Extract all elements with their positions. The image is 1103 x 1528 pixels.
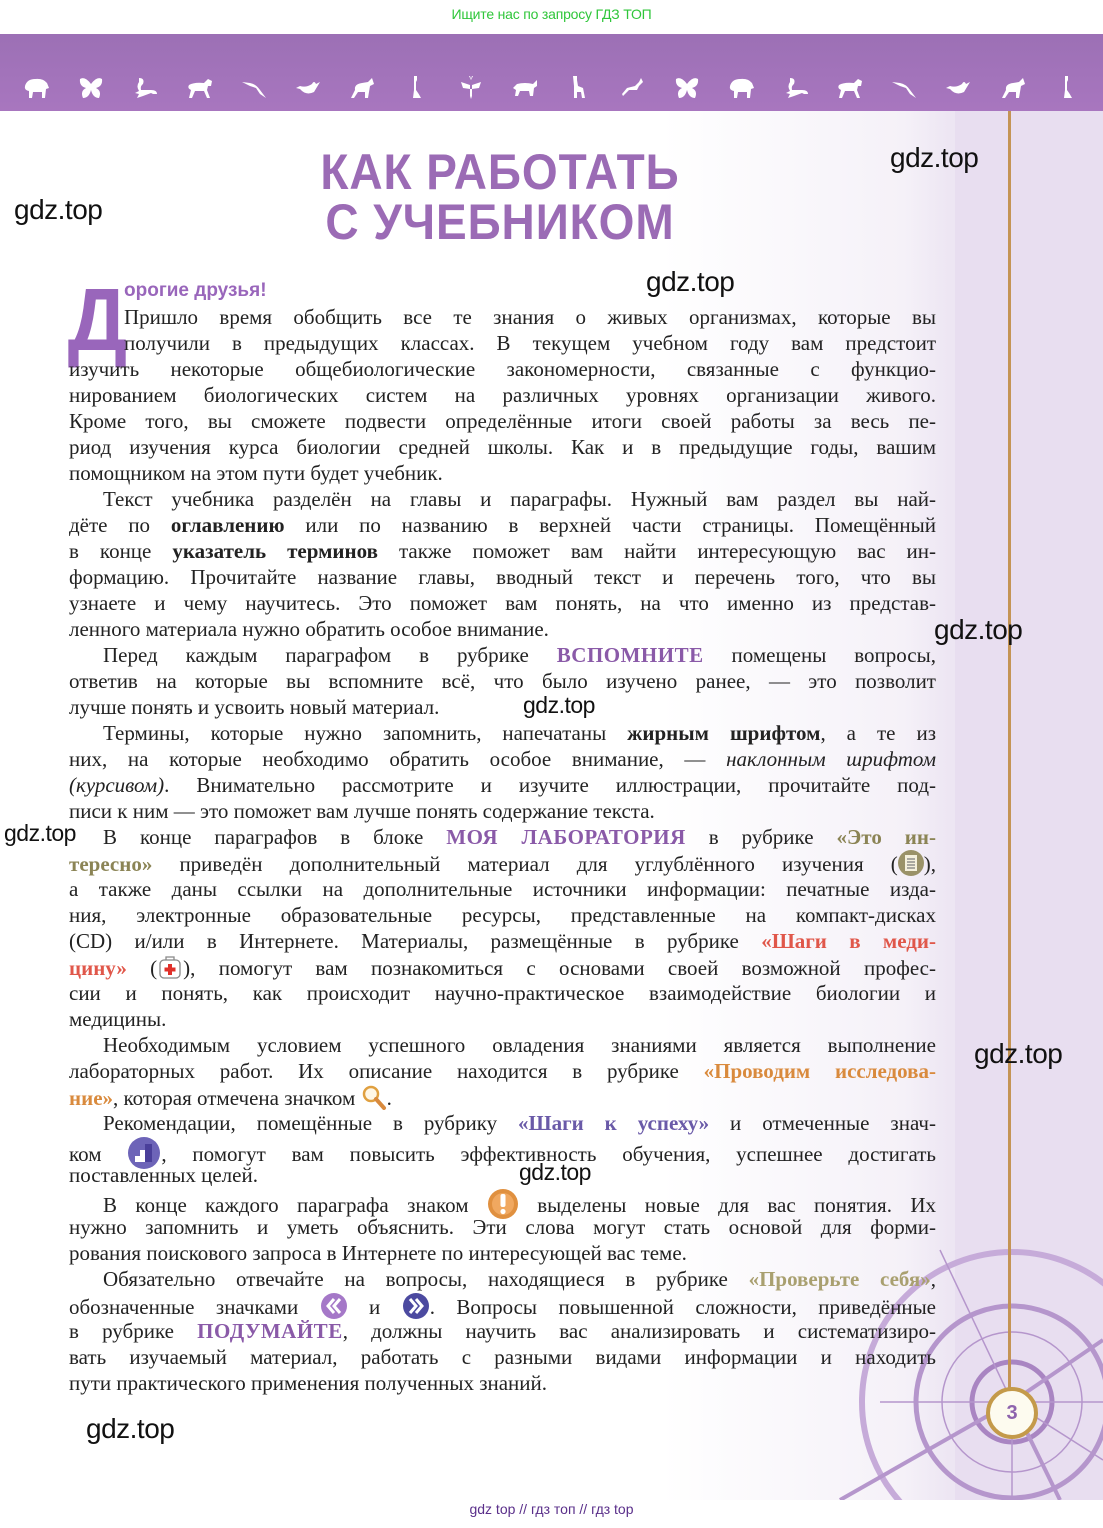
watermark: gdz.top [519,1159,591,1185]
bold-term: указатель терминов [172,539,378,563]
meerkat-icon [1052,74,1082,100]
footer-text: gdz top // гдз топ // гдз top [469,1501,634,1517]
text-line: лучше понять и усвоить новый материал. [69,695,440,719]
text-line: ответив на которые вы вспомните всё, что было изучено ранее, — это позволит [69,669,936,693]
gold-divider-line [1008,111,1011,1401]
text-line: лабораторных работ. Их описание находится в рубрике «Проводим исследова- [69,1059,936,1083]
rubric-vspomnite: ВСПОМНИТЕ [556,643,704,667]
antelope-icon [618,74,648,100]
text-line: ние», которая отмечена значком . [69,1084,936,1116]
scorpion-icon [781,74,811,100]
bold-term: оглавлению [170,513,285,537]
rubric-research: «Проводим исследова- [703,1059,936,1083]
watermark: gdz.top [974,1038,1063,1069]
italic-term: (курсивом) [69,773,165,797]
bull-icon [510,74,540,100]
watermark: gdz.top [14,194,103,225]
dolphin-icon [293,74,323,100]
block-my-lab: МОЯ ЛАБОРАТОРИЯ [446,825,686,849]
text-line: ленного материала нужно обратить особое внимание. [69,617,549,641]
insect-icon [456,74,486,100]
text-line: тересно» приведён дополнительный материал для углублённого изучения ( ), [69,850,936,882]
text-line: них, на которые необходимо обратить особое внимание, — наклонным шрифтом [69,747,936,771]
animal-silhouettes [22,70,1082,100]
drop-cap: Д [67,270,128,369]
text-line: Текст учебника разделён на главы и параграфы. Нужный вам раздел вы най- [103,487,936,511]
text-line: рования поискового запроса в Интернете по интересующей вас теме. [69,1241,687,1265]
scorpion-icon [130,74,160,100]
text-line: в конце указатель терминов также поможет вам найти интересующую вас ин- [69,539,937,563]
bison-icon [727,74,757,100]
text-line: формацию. Прочитайте название главы, вводный текст и перечень того, что вы [69,565,936,589]
watermark: gdz.top [523,692,595,718]
text-line: изучить некоторые общебиологические закономерности, связанные с функцио- [69,357,936,381]
butterfly-icon [672,74,702,100]
italic-term: наклонным шрифтом [726,747,936,771]
text-line: В конце параграфов в блоке МОЯ ЛАБОРАТОРИЯ в рубрике «Это ин- [103,825,936,849]
text-line: обозначенные значками и . Вопросы повышенной сложности, приведённые [69,1292,936,1326]
rubric-think: ПОДУМАЙТЕ [197,1319,343,1343]
text-line: а также даны ссылки на дополнительные источники информации: печатные изда- [69,877,936,901]
watermark: gdz.top [86,1413,175,1444]
horse-icon [185,74,215,100]
watermark: gdz.top [890,142,979,173]
bold-term: жирным шрифтом [627,721,821,745]
rubric-interesting: «Это ин- [836,825,936,849]
text-line: нированием биологических систем на различных уровнях организации живого. [69,383,936,407]
butterfly-icon [76,74,106,100]
meerkat-icon [401,74,431,100]
dolphin-icon [943,74,973,100]
text-line: Пришло время обобщить все те знания о живых организмах, которые вы [124,305,936,329]
text-line: Обязательно отвечайте на вопросы, находящиеся в рубрике «Проверьте себя», [103,1267,937,1291]
text-line: дёте по оглавлению или по названию в верхней части страницы. Помещённый [69,513,936,537]
watermark: gdz.top [934,614,1023,645]
banner-text: Ищите нас по запросу ГДЗ ТОП [451,6,652,22]
text-line: вать изучаемый материал, работать с разными видами информации и находить [69,1345,936,1369]
bison-icon [22,74,52,100]
text-line: Рекомендации, помещённые в рубрику «Шаги к успеху» и отмеченные знач- [103,1111,936,1135]
text-line: риод изучения курса биологии средней школы. Как и в предыдущие годы, вашим [69,435,936,459]
text-line: Кроме того, вы сможете подвести определённые итоги своей работы за весь пе- [69,409,936,433]
watermark: gdz.top [646,266,735,297]
page-number: 3 [986,1387,1038,1439]
text-line: (CD) и/или в Интернете. Материалы, размещённые в рубрике «Шаги в меди- [69,929,936,953]
text-line: пути практического применения полученных знаний. [69,1371,548,1395]
watermark: gdz.top [4,820,76,846]
text-line: поставленных целей. [69,1163,258,1187]
text-line: медицины. [69,1007,167,1031]
text-line: нужно запомнить и уметь объяснить. Эти слова могут стать основой для форми- [69,1215,936,1239]
rubric-medicine: «Шаги в меди- [761,929,936,953]
bird-icon [889,74,919,100]
top-banner [0,0,1103,34]
rubric-check-yourself: «Проверьте себя» [748,1267,931,1291]
monkey-icon [564,74,594,100]
text-line: цину» ( ), помогут вам познакомиться с основами своей возможной профес- [69,954,936,986]
text-line: ком , помогут вам повысить эффективность обучения, успешнее достигать [69,1136,936,1176]
text-line: сии и понять, как происходит научно-практическое взаимодействие биологии и [69,981,936,1005]
title-line-2: С УЧЕБНИКОМ [325,194,675,250]
text-line: писи к ним — это поможет вам лучше понять содержание текста. [69,799,655,823]
greeting: орогие друзья! [124,280,267,301]
bird-icon [239,74,269,100]
text-line: помощником на этом пути будет учебник. [69,461,443,485]
text-line: (курсивом). Внимательно рассмотрите и изучите иллюстрации, прочитайте под- [69,773,936,797]
page-title [298,144,703,250]
text-line: Термины, которые нужно запомнить, напечатаны жирным шрифтом, а те из [103,721,936,745]
text-line: узнаете и чему научитесь. Это поможет вам понять, на что именно из представ- [69,591,936,615]
rubric-steps-to-success: «Шаги к успеху» [518,1111,710,1135]
rubric-research: ние» [69,1085,114,1110]
wolf-icon [347,74,377,100]
rubric-medicine: цину» [69,955,127,980]
rubric-interesting: тересно» [69,851,153,876]
wolf-icon [998,74,1028,100]
footer [0,1500,1103,1528]
text-line: В конце каждого параграфа знаком выделены новые для вас понятия. Их [103,1188,936,1226]
text-line: Необходимым условием успешного овладения знаниями является выполнение [103,1033,936,1057]
text-line: в рубрике ПОДУМАЙТЕ, должны научить вас анализировать и систематизиро- [69,1319,936,1343]
text-line: Перед каждым параграфом в рубрике ВСПОМНИТЕ помещены вопросы, [103,643,936,667]
horse-icon [835,74,865,100]
title-line-1: КАК РАБОТАТЬ [320,144,680,200]
text-line: получили в предыдущих классах. В текущем учебном году вам предстоит [124,331,936,355]
text-line: ния, электронные образовательные ресурсы, представленные на компакт-дисках [69,903,936,927]
